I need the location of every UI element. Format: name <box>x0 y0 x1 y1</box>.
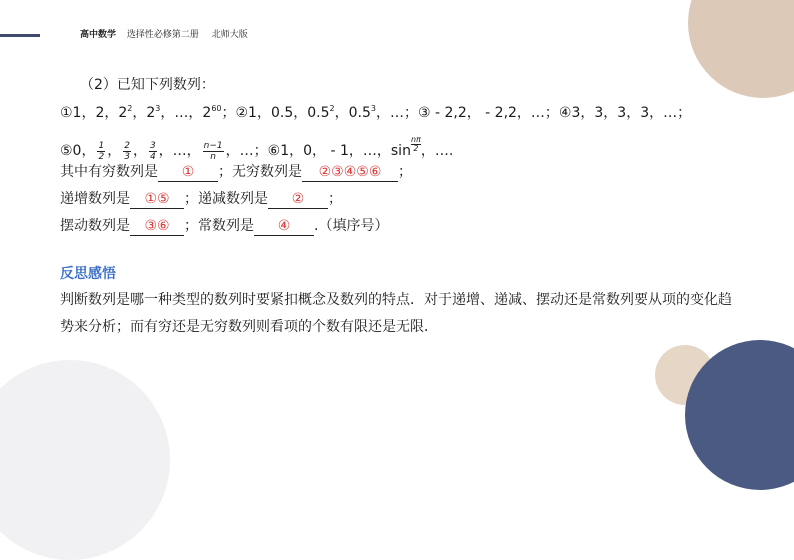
constant-label: ；常数列是 <box>184 218 254 234</box>
header-book: 选择性必修第二册 <box>126 30 199 40</box>
header-subject: 高中数学 <box>80 30 117 40</box>
seq1-exp-1: 2 <box>127 104 133 113</box>
fraction-numerator: nπ <box>410 135 421 144</box>
fill-line-monotonic <box>60 190 342 209</box>
fraction-numerator: 1 <box>98 140 105 151</box>
seq6-end: ，…. <box>420 143 454 159</box>
seq2-exp-2: 3 <box>370 104 376 113</box>
fill-line-oscillating <box>60 217 388 236</box>
seq5-start: ⑤0， <box>60 143 96 159</box>
seq1-text-b: ，2 <box>132 105 156 121</box>
increasing-answer-blank: ①⑤ <box>130 190 184 209</box>
seq2-text: ；②1，0.5，0.5 <box>221 105 330 121</box>
seq1-exp-3: 60 <box>211 104 222 113</box>
increasing-label: 递增数列是 <box>60 191 130 207</box>
seq1-text: ①1，2，2 <box>60 105 128 121</box>
sequence-line-2 <box>60 136 453 162</box>
ellipsis-separator: ，…， <box>158 143 201 159</box>
infinite-label: ；无穷数列是 <box>218 164 302 180</box>
seq2-exp-1: 2 <box>329 104 335 113</box>
header-accent-bar <box>0 34 40 37</box>
fraction-1-2 <box>97 141 105 162</box>
infinite-answer-blank: ②③④⑤⑥ <box>302 163 398 182</box>
finite-label: 其中有穷数列是 <box>60 164 158 180</box>
separator: ， <box>107 143 122 159</box>
sine-argument-fraction <box>411 136 421 153</box>
sequence-line-1 <box>60 100 691 122</box>
decorative-circle-grey <box>0 360 170 560</box>
fraction-denominator: 3 <box>124 151 130 162</box>
end-semicolon: ； <box>328 191 342 207</box>
seq1-text-c: ，…，2 <box>160 105 212 121</box>
decorative-circle-tan <box>688 0 794 98</box>
fraction-numerator: 2 <box>124 140 130 151</box>
page-header <box>80 27 248 40</box>
fill-note: .（填序号） <box>314 218 389 234</box>
fraction-denominator: 2 <box>413 144 419 153</box>
seq1-exp-2: 3 <box>155 104 161 113</box>
question-title: （2）已知下列数列： <box>80 77 215 93</box>
fraction-numerator: 3 <box>149 140 156 151</box>
reflection-heading: 反思感悟 <box>60 266 116 282</box>
reflection-paragraph: 判断数列是哪一种类型的数列时要紧扣概念及数列的特点．对于递增、递减、摆动还是常数列要从项的变化趋势来分析；而有穷还是无穷数列则看项的个数有限还是无限． <box>60 292 732 335</box>
seq2-text-c: ，…；③ - 2,2， - 2,2，…；④3，3，3，3，…； <box>375 105 692 121</box>
fraction-3-4 <box>149 141 157 162</box>
fraction-denominator: 2 <box>98 151 105 162</box>
constant-answer-blank: ④ <box>254 217 314 236</box>
oscillating-label: 摆动数列是 <box>60 218 130 234</box>
fraction-n-minus-1-over-n <box>203 141 224 162</box>
finite-answer-blank: ① <box>158 163 218 182</box>
seq2-text-b: ，0.5 <box>334 105 371 121</box>
fraction-denominator: 4 <box>149 151 156 162</box>
fraction-2-3 <box>123 141 131 162</box>
seq6-start: ，…；⑥1，0， - 1，…，sin <box>225 143 411 159</box>
fraction-numerator: n−1 <box>203 140 223 151</box>
oscillating-answer-blank: ③⑥ <box>130 217 184 236</box>
header-publisher: 北师大版 <box>211 30 248 40</box>
decreasing-answer-blank: ② <box>268 190 328 209</box>
separator: ， <box>132 143 147 159</box>
end-semicolon: ； <box>398 164 412 180</box>
fill-line-finite <box>60 163 412 182</box>
decreasing-label: ；递减数列是 <box>184 191 268 207</box>
fraction-denominator: n <box>210 151 217 162</box>
